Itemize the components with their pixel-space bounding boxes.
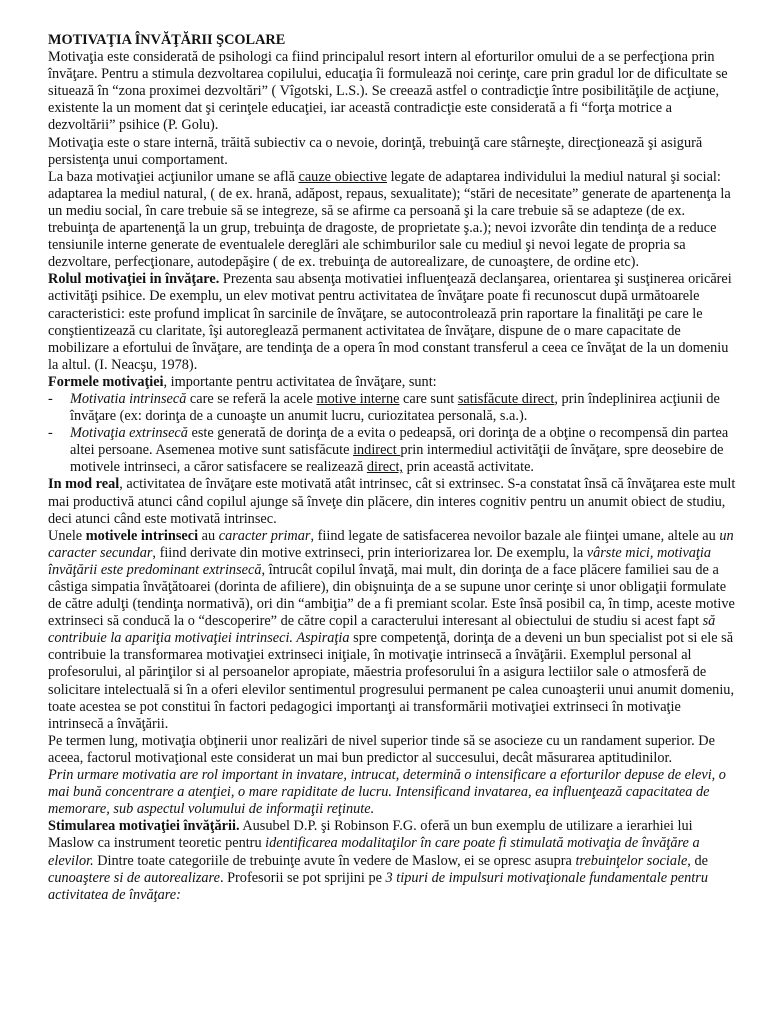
italic-term: Motivaţia extrinsecă xyxy=(70,425,188,442)
text-span: , importante pentru activitatea de învăţare, sunt: xyxy=(163,373,437,390)
text-span: , fiind derivate din motive extrinseci, prin interiorizarea lor. De exemplu, la xyxy=(152,544,587,561)
text-span: au xyxy=(198,527,219,544)
text-span: Unele xyxy=(48,527,86,544)
italic-term: caracter primar xyxy=(218,527,311,544)
underlined-text: cauze obiective xyxy=(298,168,387,185)
forms-list xyxy=(48,391,738,476)
bold-heading: Stimularea motivaţiei învăţării. xyxy=(48,818,240,835)
list-item-extrinsic xyxy=(48,425,738,476)
italic-term: cunoaştere si de autorealizare xyxy=(48,869,220,886)
italic-term: vârste mici, motivaţia învăţării este predominant extrinsecă xyxy=(48,544,712,578)
text-span: La baza motivaţiei acţiunilor umane se află xyxy=(48,168,299,185)
bold-heading: In mod real xyxy=(48,476,120,493)
paragraph-stimulation xyxy=(48,818,738,903)
paragraph-conclusion: Prin urmare motivatia are rol important in invatare, intrucat, determină o intensificare a eforturilor depuse de elevi, o mai bună concentrare a atenţiei, o mare rapiditate de lucru. Intensificand invatarea, ea influenţează capacitatea de memorare, sub aspectul volumului de informaţii reţinute. xyxy=(48,767,726,818)
paragraph-objective-causes xyxy=(48,169,738,272)
underlined-text: satisfăcute direct xyxy=(457,390,555,407)
text-span: prin această activitate. xyxy=(403,459,534,476)
text-span: . Profesorii se pot sprijini pe xyxy=(219,869,386,886)
paragraph-in-reality xyxy=(48,476,738,527)
bold-heading: Formele motivaţiei xyxy=(48,373,164,390)
document-title: MOTIVAŢIA ÎNVĂŢĂRII ŞCOLARE xyxy=(48,32,286,48)
underlined-text: direct, xyxy=(366,459,404,476)
paragraph-motivation-state: Motivaţia este o stare internă, trăită subiectiv ca o nevoie, dorinţă, trebuinţă care stârneşte, direcţionează şi asigură persistenţa unui comportament. xyxy=(48,134,703,168)
text-span: care se referă la acele xyxy=(186,390,317,407)
text-span: Prezenta sau absenţa motivatiei influenţează declanşarea, orientarea şi susţinerea oricărei activităţi psihice. De exemplu, un elev motivat pentru activitatea de învăţare poate fi recunoscut după următoarele caracteristici: este profund implicat în sarcinile de învăţare, se autocontrolează prin raportare la finalităţi pe care le conştientizează cu claritate, îşi autoreglează permanent activitatea de învăţare, dispune de o mare capacitate de mobilizare a efortului de învăţare, are tendinţa de a opera în mod constant transferul a ceea ce învăţat de la un domeniu la altul. (I. Neacşu, 1978). xyxy=(48,271,732,373)
italic-term: identificarea modalitaţilor în care poate fi stimulată motivaţia de învăţăre a elevilor. xyxy=(48,835,700,869)
paragraph-forms-of-motivation xyxy=(48,374,738,391)
list-item-intrinsic xyxy=(48,391,738,425)
bold-heading: Rolul motivaţiei in învăţare. xyxy=(48,271,220,288)
paragraph-role-of-motivation xyxy=(48,271,738,374)
underlined-text: indirect xyxy=(353,442,401,459)
text-span: , de xyxy=(687,852,708,869)
paragraph-motivation-definition: Motivaţia este considerată de psihologi ca fiind principalul resort intern al eforturilor omului de a se perfecţiona prin învăţare. Pentru a stimula dezvoltarea copilului, educaţia îi formulează noi cerinţe, care prin gradul lor de dificultate se situează în “zona proximei dezvoltări” ( Vîgotski, L.S.). Se creează astfel o contradicţie între posibilităţile de acţiune, existente la un moment dat şi cerinţele educaţiei, iar această contradicţie este considerată a fi “forţa motrice a dezvoltării” psihice (P. Golu). xyxy=(48,49,728,134)
underlined-text: motive interne xyxy=(316,390,400,407)
text-span: , activitatea de învăţare este motivată atât intrinsec, cât si extrinsec. S-a constatat însă că învăţarea este mult mai productivă atunci când copilul ajunge să înveţe din plăcere, din interes cognitiv pentru un anumit obiect de studiu, deci atunci când este motivată intrinsec. xyxy=(48,476,736,527)
italic-term: Motivatia intrinsecă xyxy=(70,390,187,407)
italic-term: să contribuie la apariţia motivaţiei intrinseci. Aspiraţia xyxy=(48,613,716,647)
text-span: , prin îndeplinirea acţiunii de învăţare (ex: dorinţa de a cunoaşte un anumit lucru, curiozitatea personală, s.a.). xyxy=(70,390,720,425)
text-span: , fiind legate de satisfacerea nevoilor bazale ale fiinţei umane, altele au xyxy=(310,527,720,544)
text-span: Ausubel D.P. şi Robinson F.G. oferă un bun exemplu de utilizare a ierarhiei lui Maslow ca instrument teoretic pentru xyxy=(48,818,693,852)
paragraph-long-term: Pe termen lung, motivaţia obţinerii unor realizări de nivel superior tinde să se asocieze cu un randament superior. De aceea, factorul motivaţional este considerat un mai bun predictor al succesului, decât măsurarea aptitudinilor. xyxy=(48,732,715,766)
text-span: spre competenţă, dorinţa de a deveni un bun specialist pot si ele să contribuie la transformarea motivaţiei extrinseci iniţiale, în motivaţie intrinsecă a învăţării. Exemplul personal al profesorului, al părinţilor si al persoanelor apropiate, măestria profesorului în a asigura lectiilor sale o atmosferă de solicitare intelectuală si în a oferi elevilor sentimentul progresului permanent pe calea cunoaşterii unui anumit domeniu, toate acestea se pot constitui în factori pedagogici importanţi ai transformării motivaţiei extrinseci în motivaţie intrinsecă a învăţării. xyxy=(48,630,735,732)
text-span: Dintre toate categoriile de trebuinţe avute în vedere de Maslow, ei se opresc asupra xyxy=(93,852,576,869)
italic-term: 3 tipuri de impulsuri motivaţionale fundamentale pentru activitatea de învăţare: xyxy=(48,869,708,903)
bold-term: motivele intrinseci xyxy=(85,527,199,544)
text-span: care sunt xyxy=(399,390,458,407)
text-span: este generată de dorinţa de a evita o pedeapsă, ori dorinţa de a obţine o recompensă din partea altei persoane. Asemenea motive sunt satisfăcute xyxy=(70,425,729,459)
italic-term: trebuinţelor sociale xyxy=(575,852,688,869)
text-span: prin intermediul activităţii de învăţare, spre deosebire de motivele intrinseci, a căror satisfacere se realizează xyxy=(70,442,724,476)
document-page xyxy=(48,32,738,904)
text-span: , întrucât copilul învaţă, mai mult, din dorinţa de a face plăcere familiei sau de a câstiga simpatia învăţătoarei (dorinta de afiliere), din obişnuinţa de a se supune unor cerinţe si unor obligaţii formulate de către adulţi (tendinţa normativă), ori din “ambiţia” de a fi premiant scolar. Este însă posibil ca, în timp, aceste motive extrinseci să conducă la o “descoperire” de către copil a caracterului interesant al obiectului de studiu si acest fapt xyxy=(48,561,735,630)
paragraph-intrinsic-motives xyxy=(48,528,738,733)
text-span: legate de adaptarea individului la mediul natural şi social: adaptarea la mediul natural, ( de ex. hrană, adăpost, repaus, sexualitate); “stări de necesitate” generate de apartenenţa la un mediu social, în care trebuie să se integreze, să se afirme ca persoană şi la care trebuie să se adapteze (de ex. trebuinţa de apartenenţă la un grup, trebuinţa de dragoste, de proprietate ş.a.); nevoi izvorâte din tendinţa de a reduce tensiunile interne generate de eventualele dereglări ale schimburilor sale cu mediul şi nevoi legate de propria sa dezvoltare, perfecţionare, autodepăşire ( de ex. trebuinţa de autorealizare, de cunoaştere, de ordine etc). xyxy=(48,168,731,271)
italic-term: un caracter secundar xyxy=(48,527,734,561)
